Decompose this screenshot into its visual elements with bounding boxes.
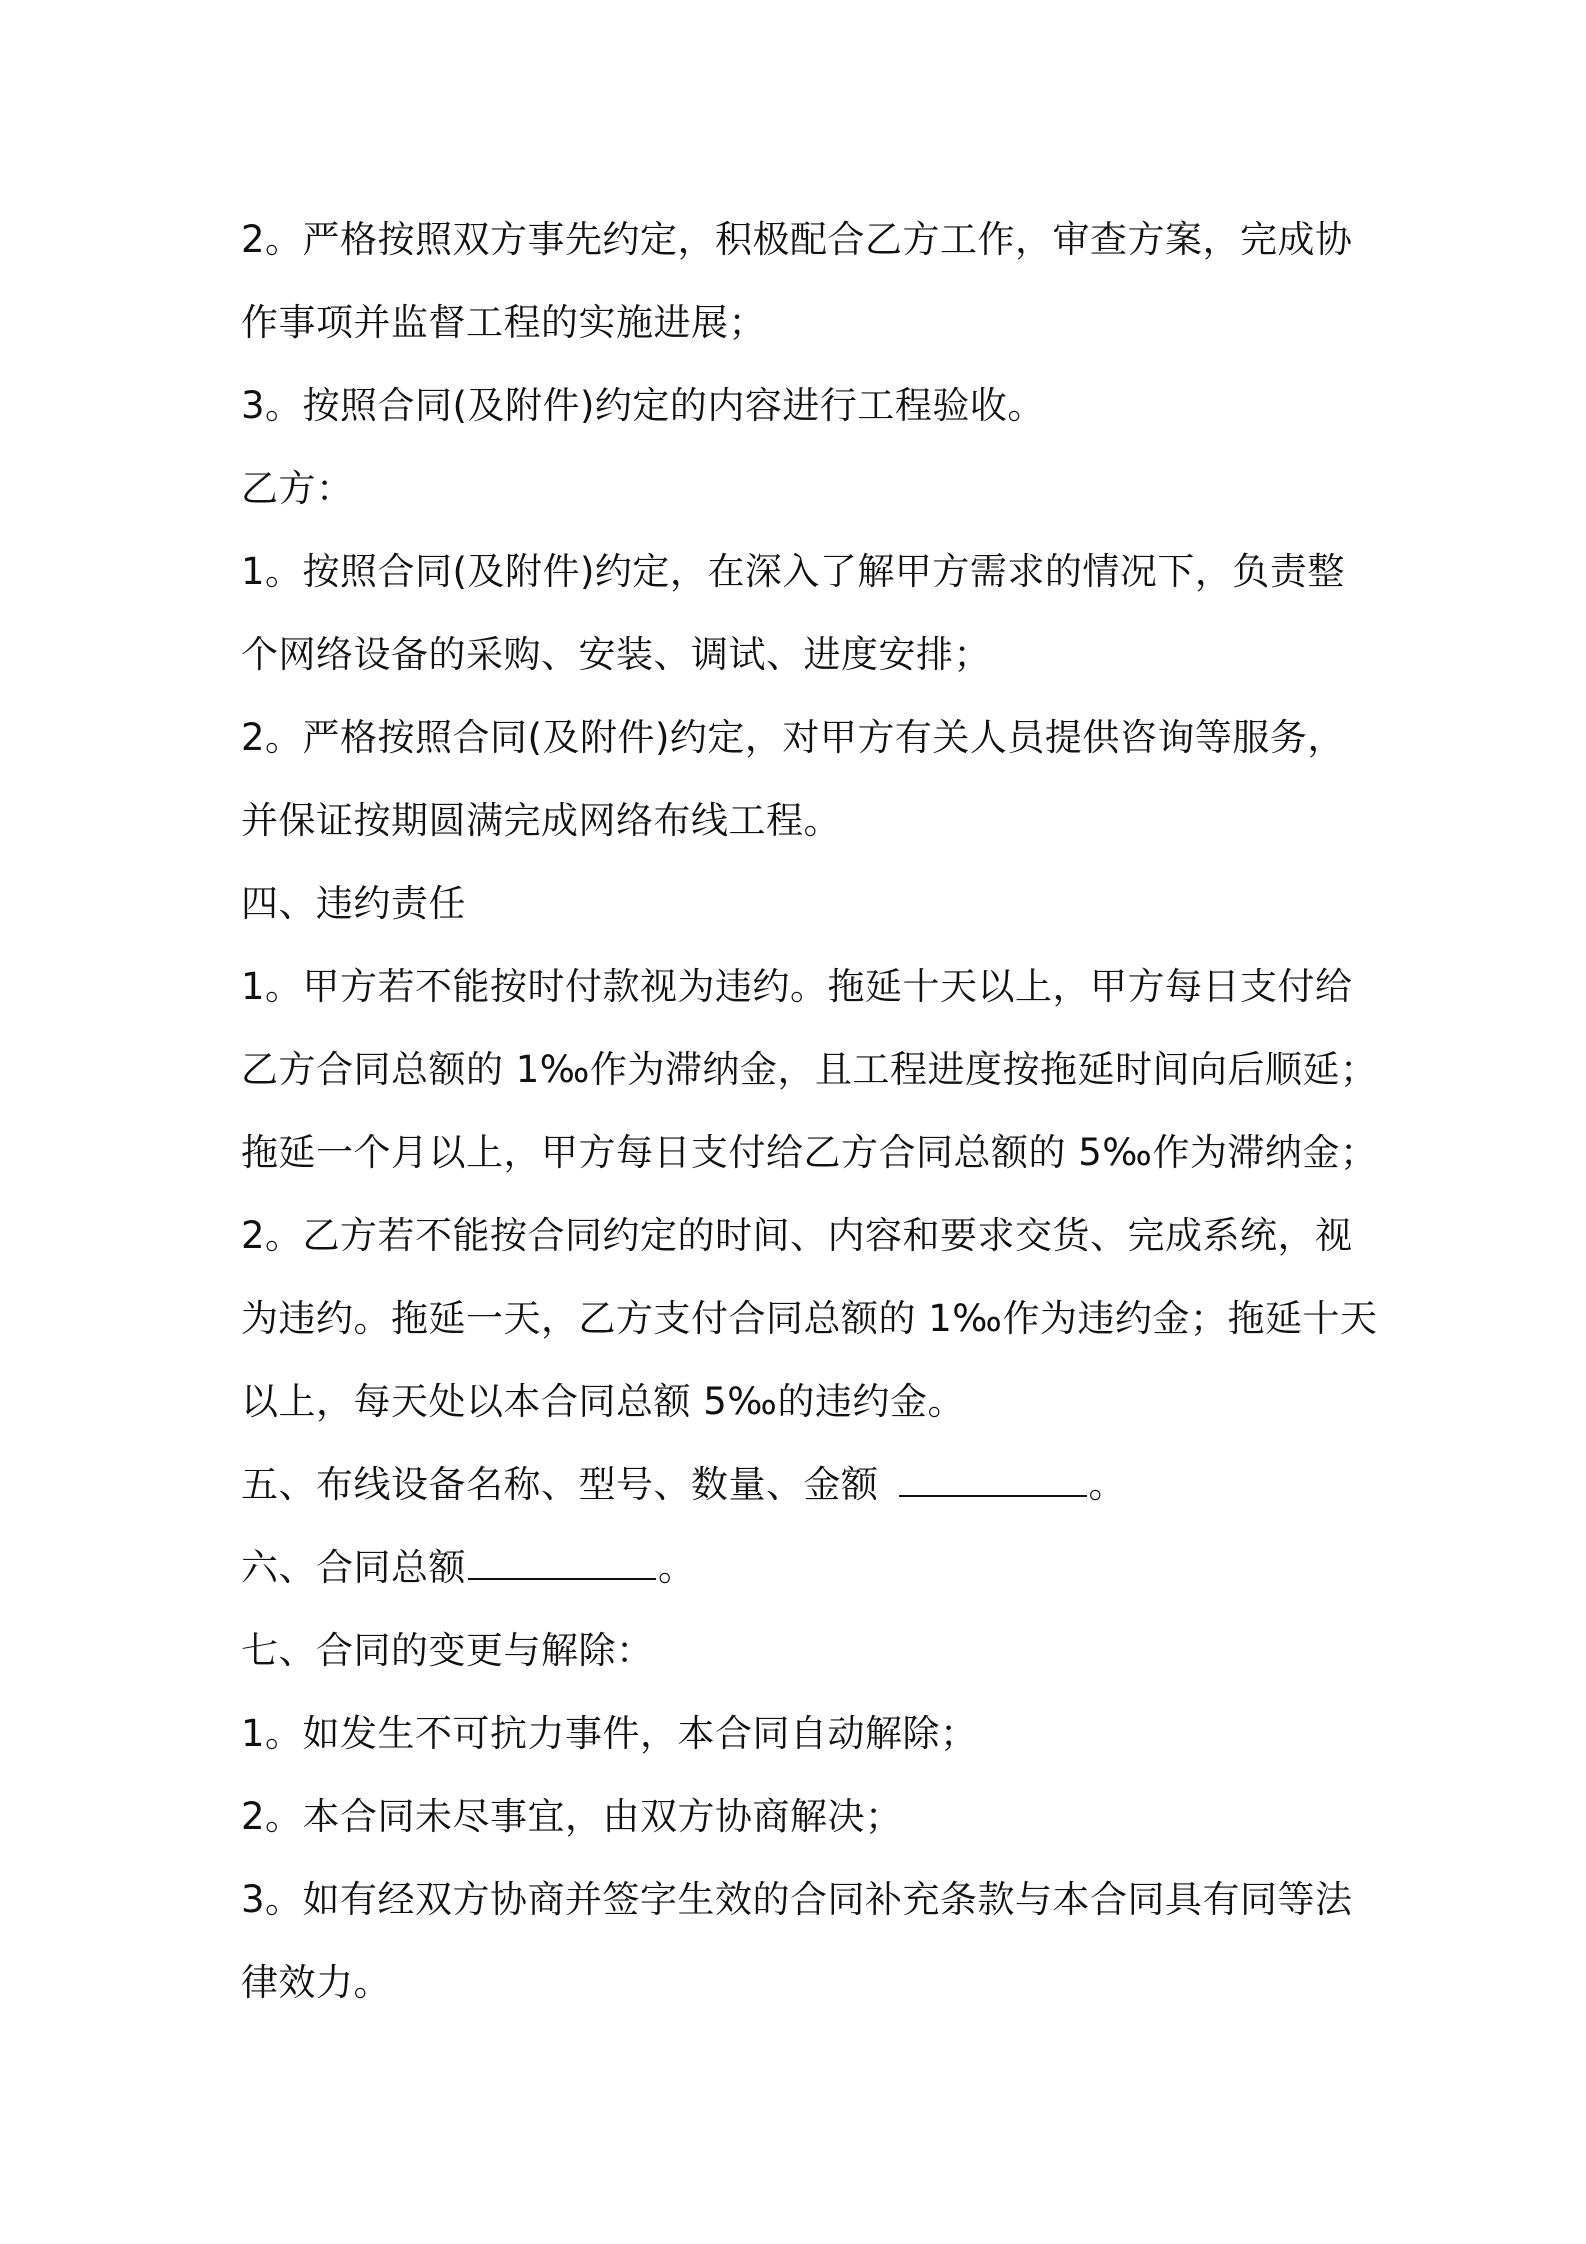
text-line: 为违约。拖延一天，乙方支付合同总额的 1‰作为违约金；拖延十天: [241, 1297, 1378, 1340]
text-line: 1。按照合同(及附件)约定，在深入了解甲方需求的情况下，负责整: [241, 550, 1345, 593]
total-amount-line-end: 。: [658, 1546, 696, 1589]
text-line: 乙方合同总额的 1‰作为滞纳金，且工程进度按拖延时间向后顺延；: [241, 1048, 1378, 1091]
text-line: 3。如有经双方协商并签字生效的合同补充条款与本合同具有同等法: [241, 1878, 1353, 1921]
equipment-blank-field[interactable]: [899, 1465, 1087, 1497]
text-line: 2。严格按照合同(及附件)约定，对甲方有关人员提供咨询等服务，: [241, 716, 1345, 759]
section-heading-breach: 四、违约责任: [241, 882, 466, 925]
total-amount-label: 六、合同总额: [241, 1546, 466, 1589]
text-line: 拖延一个月以上，甲方每日支付给乙方合同总额的 5‰作为滞纳金；: [241, 1131, 1378, 1174]
text-line: 2。乙方若不能按合同约定的时间、内容和要求交货、完成系统，视: [241, 1214, 1353, 1257]
text-line: 2。严格按照双方事先约定，积极配合乙方工作，审查方案，完成协: [241, 218, 1353, 261]
text-line: 3。按照合同(及附件)约定的内容进行工程验收。: [241, 384, 1045, 427]
text-line: 1。甲方若不能按时付款视为违约。拖延十天以上，甲方每日支付给: [241, 965, 1353, 1008]
section-heading-party-b: 乙方：: [241, 467, 354, 510]
text-line: 2。本合同未尽事宜，由双方协商解决；: [241, 1795, 903, 1838]
equipment-label: 五、布线设备名称、型号、数量、金额: [241, 1463, 879, 1506]
equipment-line-end: 。: [1088, 1463, 1126, 1506]
text-line: 个网络设备的采购、安装、调试、进度安排；: [241, 633, 991, 676]
equipment-line: [241, 1443, 1361, 1526]
total-amount-blank-field[interactable]: [468, 1548, 656, 1580]
text-line: 律效力。: [241, 1961, 391, 2004]
text-line: 1。如发生不可抗力事件，本合同自动解除；: [241, 1712, 978, 1755]
total-amount-line: [241, 1526, 1361, 1609]
text-line: 并保证按期圆满完成网络布线工程。: [241, 799, 841, 842]
text-line: 作事项并监督工程的实施进展；: [241, 301, 766, 344]
document-body: [241, 198, 1378, 2024]
section-heading-amendment: 七、合同的变更与解除：: [241, 1629, 654, 1672]
text-line: 以上，每天处以本合同总额 5‰的违约金。: [241, 1380, 965, 1423]
